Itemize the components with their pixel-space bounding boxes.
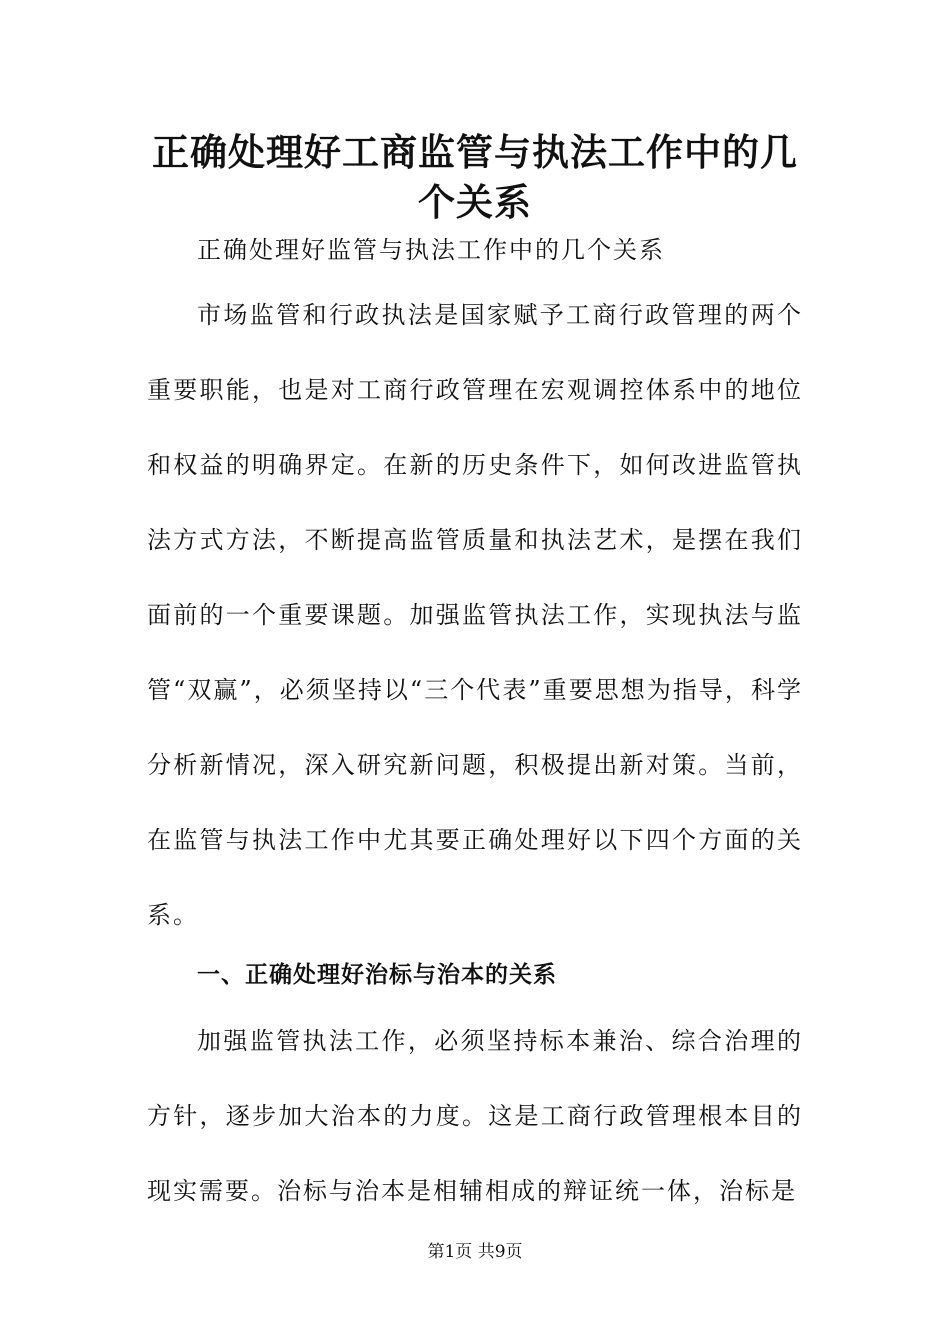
section-heading-1: 一、正确处理好治标与治本的关系 xyxy=(197,962,557,988)
document-subtitle: 正确处理好监管与执法工作中的几个关系 xyxy=(197,236,665,264)
document-title: 正确处理好工商监管与执法工作中的几个关系 xyxy=(152,130,798,224)
body-paragraph-1: 市场监管和行政执法是国家赋予工商行政管理的两个重要职能，也是对工商行政管理在宏观调控体系中的地位和权益的明确界定。在新的历史条件下，如何改进监管执法方式方法，不断提高监管质量和执法艺术，是摆在我们面前的一个重要课题。加强监管执法工作，实现执法与监管“双赢”，必须坚持以“三个代表”重要思想为指导，科学分析新情况，深入研究新问题，积极提出新对策。当前，在监管与执法工作中尤其要正确处理好以下四个方面的关系。 xyxy=(147,301,803,929)
page-footer: 第1页 共9页 xyxy=(427,1242,523,1262)
body-paragraph-2: 加强监管执法工作，必须坚持标本兼治、综合治理的方针，逐步加大治本的力度。这是工商行政管理根本目的现实需要。治标与治本是相辅相成的辩证统一体，治标是 xyxy=(147,1027,803,1205)
